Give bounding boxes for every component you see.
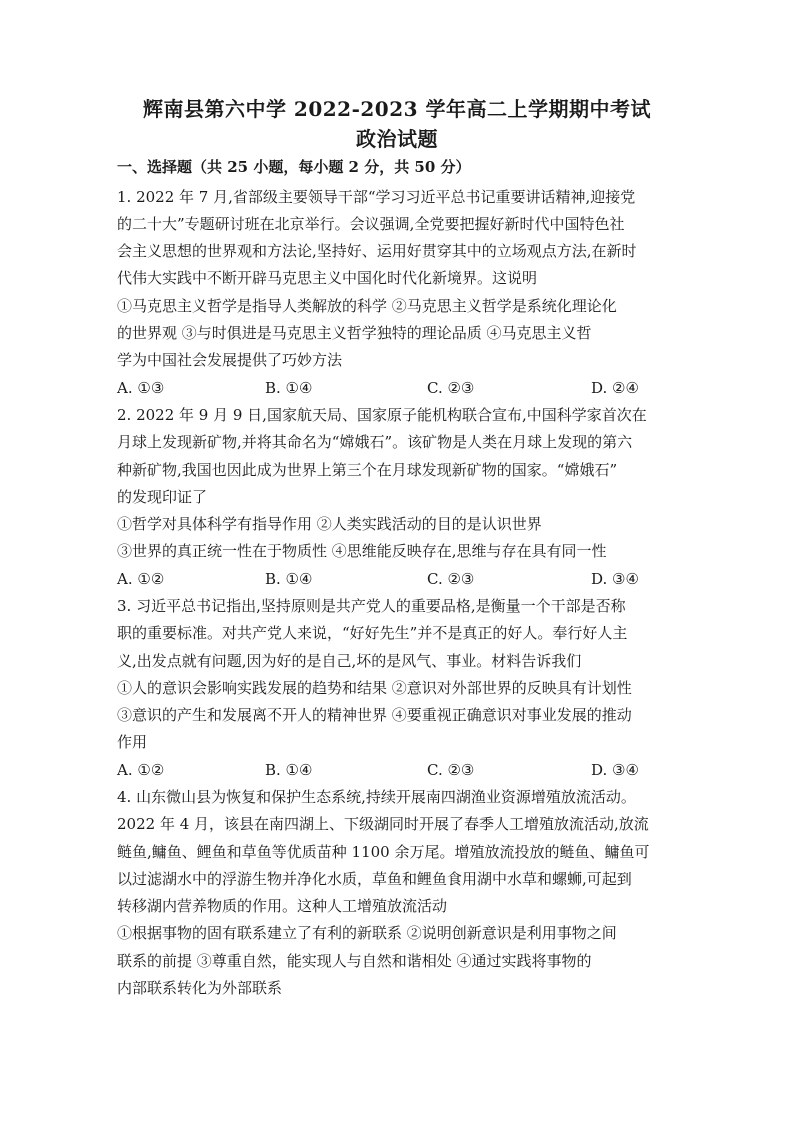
question-4-line: 4. 山东微山县为恢复和保护生态系统,持续开展南四湖渔业资源增殖放流活动。 [117,788,636,806]
question-1-line: 的二十大”专题研讨班在北京举行。会议强调,全党要把握好新时代中国特色社 [117,215,625,233]
question-1-line: 会主义思想的世界观和方法论,坚持好、运用好贯穿其中的立场观点方法,在新时 [117,242,637,260]
question-4-line: 以过滤湖水中的浮游生物并净化水质，草鱼和鲤鱼食用湖中水草和螺蛳,可起到 [117,870,632,888]
question-3-line: 3. 习近平总书记指出,坚持原则是共产党人的重要品格,是衡量一个干部是否称 [117,597,626,615]
question-4-line: 内部联系转化为外部联系 [117,979,283,997]
exam-subject-title: 政治试题 [356,127,438,151]
option-d[interactable]: D. ③④ [591,761,639,779]
question-4-line: ①根据事物的固有联系建立了有利的新联系 ②说明创新意识是利用事物之间 [117,924,617,942]
question-3-line: ③意识的产生和发展离不开人的精神世界 ④要重视正确意识对事业发展的推动 [117,706,632,724]
question-1-line: 学为中国社会发展提供了巧妙方法 [117,351,343,369]
option-a[interactable]: A. ①③ [117,379,165,397]
option-c[interactable]: C. ②③ [427,570,475,588]
question-3-line: 义,出发点就有问题,因为好的是自己,坏的是风气、事业。材料告诉我们 [117,652,582,670]
question-2-line: 的发现印证了 [117,488,208,506]
option-b[interactable]: B. ①④ [265,570,313,588]
question-4-line: 联系的前提 ③尊重自然，能实现人与自然和谐相处 ④通过实践将事物的 [117,952,592,970]
question-3-line: 职的重要标准。对共产党人来说，“好好先生”并不是真正的好人。奉行好人主 [117,624,628,642]
option-c[interactable]: C. ②③ [427,761,475,779]
question-2-line: 2. 2022 年 9 月 9 日,国家航天局、国家原子能机构联合宣布,中国科学家首次在 [117,406,647,424]
option-c[interactable]: C. ②③ [427,379,475,397]
question-3-line: 作用 [117,733,148,751]
option-b[interactable]: B. ①④ [265,761,313,779]
option-a[interactable]: A. ①② [117,570,165,588]
exam-title: 辉南县第六中学 2022-2023 学年高二上学期期中考试 [142,97,652,121]
question-3-options [117,760,677,780]
question-2-line: 种新矿物,我国也因此成为世界上第三个在月球发现新矿物的国家。“嫦娥石” [117,461,618,479]
section-heading: 一、选择题（共 25 小题，每小题 2 分，共 50 分） [117,158,471,176]
option-d[interactable]: D. ②④ [591,379,639,397]
question-3-line: ①人的意识会影响实践发展的趋势和结果 ②意识对外部世界的反映具有计划性 [117,679,632,697]
option-b[interactable]: B. ①④ [265,379,313,397]
question-2-line: ①哲学对具体科学有指导作用 ②人类实践活动的目的是认识世界 [117,515,542,533]
question-1-line: 代伟大实践中不断开辟马克思主义中国化时代化新境界。这说明 [117,269,538,287]
question-4-line: 转移湖内营养物质的作用。这种人工增殖放流活动 [117,897,448,915]
question-1-line: 1. 2022 年 7 月,省部级主要领导干部“学习习近平总书记重要讲话精神,迎接党 [117,188,636,206]
question-2-options [117,569,677,589]
question-1-options [117,378,677,398]
question-4-line: 2022 年 4 月，该县在南四湖上、下级湖同时开展了春季人工增殖放流活动,放流 [117,815,649,833]
option-d[interactable]: D. ③④ [591,570,639,588]
question-4-line: 鲢鱼,鳙鱼、鲤鱼和草鱼等优质苗种 1100 余万尾。增殖放流投放的鲢鱼、鳙鱼可 [117,843,650,861]
question-1-line: ①马克思主义哲学是指导人类解放的科学 ②马克思主义哲学是系统化理论化 [117,297,617,315]
question-2-line: 月球上发现新矿物,并将其命名为“嫦娥石”。该矿物是人类在月球上发现的第六 [117,433,633,451]
question-2-line: ③世界的真正统一性在于物质性 ④思维能反映存在,思维与存在具有同一性 [117,542,607,560]
question-1-line: 的世界观 ③与时俱进是马克思主义哲学独特的理论品质 ④马克思主义哲 [117,324,592,342]
option-a[interactable]: A. ①② [117,761,165,779]
